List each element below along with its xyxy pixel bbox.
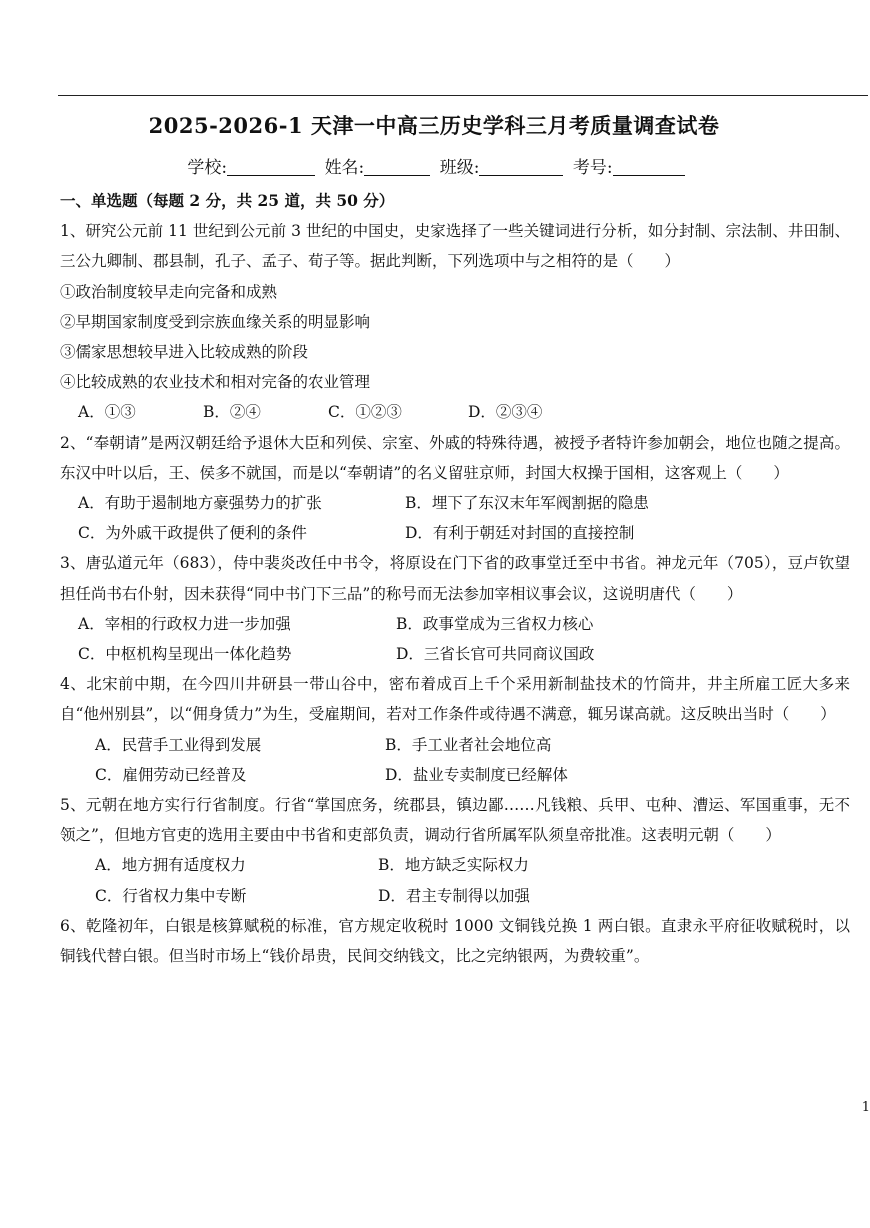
q3-options-row-2	[60, 639, 850, 669]
header-rule	[58, 95, 868, 96]
q1-option-b[interactable]: B．②④	[203, 403, 261, 422]
q1-option-d[interactable]: D．②③④	[468, 403, 543, 422]
q3-option-a[interactable]: A．宰相的行政权力进一步加强	[78, 614, 291, 633]
q5-option-d[interactable]: D．君主专制得以加强	[378, 886, 530, 905]
question-4: 4、北宋前中期，在今四川井研县一带山谷中，密布着成百上千个采用新制盐技术的竹筒井，井主所雇工匠大多来自“他州别县”，以“佣身赁力”为生，受雇期间，若对工作条件或待遇不满意，辄另谋高就。这反映出当时（ ）	[60, 675, 850, 724]
question-6: 6、乾隆初年，白银是核算赋税的标准，官方规定收税时 1000 文铜钱兑换 1 两白银。直隶永平府征收赋税时，以铜钱代替白银。但当时市场上“钱价昂贵，民间交纳钱文，比之完纳银两，为费较重”。	[60, 916, 850, 966]
name-label: 姓名:	[324, 158, 365, 178]
q3-option-d[interactable]: D．三省长官可共同商议国政	[396, 645, 595, 664]
class-blank[interactable]	[479, 157, 563, 176]
q4-option-a[interactable]: A．民营手工业得到发展	[95, 735, 262, 754]
statement-1: ①政治制度较早走向完备和成熟	[60, 282, 278, 301]
question-5: 5、元朝在地方实行行省制度。行省“掌国庶务，统郡县，镇边鄙……凡钱粮、兵甲、屯种、漕运、军国重事，无不领之”，但地方官吏的选用主要由中书省和吏部负责，调动行省所属军队须皇帝批准。这表明元朝（ ）	[60, 796, 850, 845]
q2-option-c[interactable]: C．为外戚干政提供了便利的条件	[78, 524, 307, 543]
q3-options-row-1	[60, 609, 850, 639]
q2-options-row-2	[60, 518, 850, 548]
q5-option-b[interactable]: B．地方缺乏实际权力	[378, 856, 529, 875]
q4-options-row-1	[60, 730, 850, 760]
q4-option-b[interactable]: B．手工业者社会地位高	[385, 735, 552, 754]
exam-number-blank[interactable]	[613, 157, 685, 176]
q3-option-b[interactable]: B．政事堂成为三省权力核心	[396, 614, 594, 633]
q2-option-d[interactable]: D．有利于朝廷对封国的直接控制	[405, 524, 635, 543]
q2-option-a[interactable]: A．有助于遏制地方豪强势力的扩张	[78, 494, 322, 513]
question-2: 2、“奉朝请”是两汉朝廷给予退休大臣和列侯、宗室、外戚的特殊待遇，被授予者特许参加朝会，地位也随之提高。东汉中叶以后，王、侯多不就国，而是以“奉朝请”的名义留驻京师，封国大权操于国相，这客观上（ ）	[60, 433, 850, 482]
q1-options	[60, 397, 850, 427]
statement-2: ②早期国家制度受到宗族血缘关系的明显影响	[60, 312, 371, 331]
q2-option-b[interactable]: B．埋下了东汉末年军阀割据的隐患	[405, 494, 649, 513]
q5-option-a[interactable]: A．地方拥有适度权力	[95, 856, 246, 875]
q4-option-c[interactable]: C．雇佣劳动已经普及	[95, 765, 247, 784]
statement-3: ③儒家思想较早进入比较成熟的阶段	[60, 343, 309, 362]
q2-options-row-1	[60, 488, 850, 518]
q5-options-row-2	[60, 881, 850, 911]
q5-option-c[interactable]: C．行省权力集中专断	[95, 886, 247, 905]
school-blank[interactable]	[227, 157, 315, 176]
student-info-line	[0, 153, 868, 178]
page-number: 1	[861, 1100, 870, 1115]
statement-4: ④比较成熟的农业技术和相对完备的农业管理	[60, 373, 371, 392]
question-3: 3、唐弘道元年（683），侍中裴炎改任中书令，将原设在门下省的政事堂迁至中书省。神龙元年（705），豆卢钦望担任尚书右仆射，因未获得“同中书门下三品”的称号而无法参加宰相议事会议，这说明唐代（ ）	[60, 554, 850, 603]
question-1: 1、研究公元前 11 世纪到公元前 3 世纪的中国史，史家选择了一些关键词进行分析，如分封制、宗法制、井田制、三公九卿制、郡县制，孔子、孟子、荀子等。据此判断，下列选项中与之相符的是（ ）	[60, 222, 850, 271]
exam-title: 2025-2026-1 天津一中高三历史学科三月考质量调查试卷	[148, 113, 720, 138]
q3-option-c[interactable]: C．中枢机构呈现出一体化趋势	[78, 645, 292, 664]
q5-options-row-1	[60, 850, 850, 880]
section-heading: 一、单选题（每题 2 分，共 25 道，共 50 分）	[60, 191, 395, 210]
school-label: 学校:	[187, 158, 228, 178]
q1-option-c[interactable]: C．①②③	[328, 403, 402, 422]
q1-option-a[interactable]: A．①③	[78, 403, 136, 422]
name-blank[interactable]	[364, 157, 430, 176]
class-label: 班级:	[439, 158, 480, 178]
question-area	[60, 186, 850, 971]
q4-options-row-2	[60, 760, 850, 790]
q4-option-d[interactable]: D．盐业专卖制度已经解体	[385, 765, 568, 784]
exam-number-label: 考号:	[572, 158, 613, 178]
